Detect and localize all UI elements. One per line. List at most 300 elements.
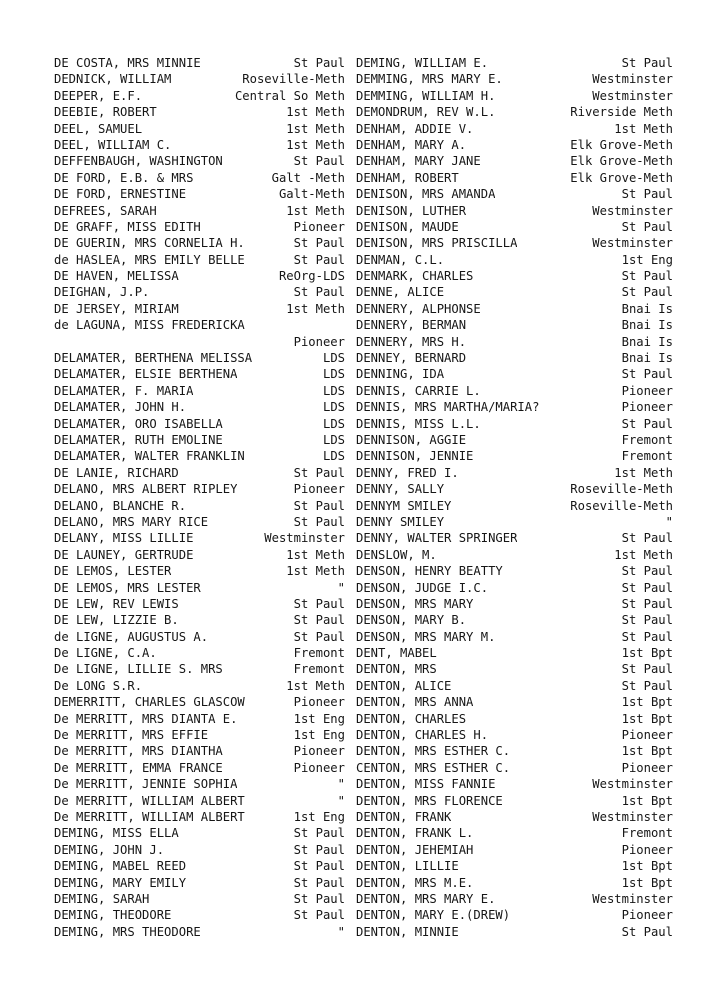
- entry-church: Roseville-Meth: [242, 72, 345, 87]
- entry-church: St Paul: [293, 908, 345, 923]
- left-entry: [54, 825, 345, 841]
- right-entry: [356, 88, 673, 104]
- entry-church: St Paul: [621, 613, 673, 628]
- right-entry: [356, 711, 673, 727]
- entry-name: de LIGNE, AUGUSTUS A.: [54, 629, 209, 644]
- entry-church: ": [337, 777, 345, 792]
- entry-name: DEFFENBAUGH, WASHINGTON: [54, 154, 223, 169]
- right-entry: [356, 596, 673, 612]
- right-entry: [356, 186, 673, 202]
- entry-name: DENTON, ALICE: [356, 678, 452, 693]
- entry-name: DENTON, MRS ANNA: [356, 695, 474, 710]
- right-entry: [356, 383, 673, 399]
- entry-church: St Paul: [621, 678, 673, 693]
- right-entry: [356, 366, 673, 382]
- right-entry: [356, 137, 673, 153]
- entry-name: DENTON, MARY E.(DREW): [356, 908, 511, 923]
- entry-church: 1st Eng: [293, 728, 345, 743]
- entry-name: DENNERY, ALPHONSE: [356, 301, 481, 316]
- right-entry: [356, 776, 673, 792]
- right-entry: [356, 678, 673, 694]
- entry-name: DELANO, BLANCHE R.: [54, 498, 187, 513]
- entry-name: De LIGNE, C.A.: [54, 646, 157, 661]
- entry-church: 1st Meth: [614, 465, 673, 480]
- entry-name: DEEPER, E.F.: [54, 88, 143, 103]
- entry-church: St Paul: [293, 236, 345, 251]
- right-entry: [356, 645, 673, 661]
- right-entry: [356, 432, 673, 448]
- right-entry: [356, 580, 673, 596]
- entry-name: De LIGNE, LILLIE S. MRS: [54, 662, 223, 677]
- right-entry: [356, 907, 673, 923]
- entry-name: DE COSTA, MRS MINNIE: [54, 56, 201, 70]
- entry-church: Pioneer: [293, 744, 345, 759]
- left-entry: [54, 743, 345, 759]
- entry-name: DELANY, MISS LILLIE: [54, 531, 194, 546]
- entry-church: St Paul: [621, 219, 673, 234]
- entry-name: de LAGUNA, MISS FREDERICKA: [54, 318, 245, 333]
- left-entry: [54, 727, 345, 743]
- entry-church: St Paul: [621, 416, 673, 431]
- entry-name: De MERRITT, EMMA FRANCE: [54, 760, 223, 775]
- right-entry: [356, 891, 673, 907]
- entry-church: St Paul: [293, 826, 345, 841]
- right-entry: [356, 547, 673, 563]
- right-entry: [356, 235, 673, 251]
- right-entry: [356, 284, 673, 300]
- right-entry: [356, 530, 673, 546]
- entry-church: St Paul: [293, 596, 345, 611]
- left-entry: [54, 776, 345, 792]
- right-entry: [356, 465, 673, 481]
- entry-church: Pioneer: [293, 334, 345, 349]
- right-entry: [356, 350, 673, 366]
- entry-church: St Paul: [293, 613, 345, 628]
- entry-name: DENTON, MRS M.E.: [356, 875, 474, 890]
- right-entry: [356, 743, 673, 759]
- entry-church: 1st Meth: [286, 203, 345, 218]
- entry-church: Westminster: [592, 891, 673, 906]
- entry-church: St Paul: [621, 367, 673, 382]
- entry-church: 1st Meth: [286, 137, 345, 152]
- left-entry: [54, 596, 345, 612]
- entry-name: DEFREES, SARAH: [54, 203, 157, 218]
- entry-name: DEDNICK, WILLIAM: [54, 72, 172, 87]
- left-entry: [54, 793, 345, 809]
- left-entry: [54, 612, 345, 628]
- entry-church: LDS: [322, 416, 345, 431]
- entry-name: DENNERY, MRS H.: [356, 334, 467, 349]
- left-entry: [54, 235, 345, 251]
- entry-church: 1st Bpt: [621, 646, 673, 661]
- entry-church: St Paul: [621, 285, 673, 300]
- entry-name: DENNY, FRED I.: [356, 465, 459, 480]
- right-entry: [356, 481, 673, 497]
- entry-name: DENTON, JEHEMIAH: [356, 842, 474, 857]
- entry-church: St Paul: [621, 596, 673, 611]
- entry-name: DENTON, FRANK: [356, 809, 452, 824]
- right-entry: [356, 203, 673, 219]
- entry-name: DENNISON, JENNIE: [356, 449, 474, 464]
- entry-church: Roseville-Meth: [570, 498, 673, 513]
- right-entry: [356, 448, 673, 464]
- right-entry: [356, 252, 673, 268]
- entry-church: Galt -Meth: [271, 170, 345, 185]
- left-entry: [54, 350, 345, 366]
- entry-name: DENNIS, MRS MARTHA/MARIA?: [356, 400, 540, 415]
- entry-church: Bnai Is: [621, 334, 673, 349]
- left-entry: [54, 481, 345, 497]
- right-entry: [356, 55, 673, 71]
- entry-name: DENHAM, MARY A.: [356, 137, 467, 152]
- entry-church: Fremont: [621, 449, 673, 464]
- left-entry: [54, 399, 345, 415]
- entry-name: De MERRITT, MRS DIANTA E.: [54, 711, 238, 726]
- entry-church: Pioneer: [293, 695, 345, 710]
- entry-church: Pioneer: [621, 760, 673, 775]
- entry-church: ": [337, 924, 345, 939]
- entry-church: 1st Eng: [293, 809, 345, 824]
- left-entry: [54, 498, 345, 514]
- entry-name: DEMONDRUM, REV W.L.: [356, 105, 496, 120]
- right-entry: [356, 793, 673, 809]
- left-entry: [54, 842, 345, 858]
- entry-name: DELAMATER, BERTHENA MELISSA: [54, 351, 253, 366]
- entry-church: Westminster: [592, 809, 673, 824]
- left-entry: [54, 858, 345, 874]
- right-entry: [356, 875, 673, 891]
- entry-name: DELAMATER, JOHN H.: [54, 400, 187, 415]
- entry-name: De MERRITT, MRS DIANTHA: [54, 744, 223, 759]
- left-entry: [54, 186, 345, 202]
- entry-church: 1st Meth: [286, 564, 345, 579]
- entry-church: 1st Bpt: [621, 711, 673, 726]
- entry-name: de HASLEA, MRS EMILY BELLE: [54, 252, 245, 267]
- entry-church: Fremont: [293, 646, 345, 661]
- entry-church: Westminster: [264, 531, 345, 546]
- right-entry: [356, 399, 673, 415]
- right-entry: [356, 317, 673, 333]
- entry-name: DEMING, WILLIAM E.: [356, 56, 489, 70]
- entry-name: DENTON, CHARLES H.: [356, 728, 489, 743]
- entry-church: Westminster: [592, 236, 673, 251]
- entry-name: DE FORD, ERNESTINE: [54, 187, 187, 202]
- left-entry: [54, 383, 345, 399]
- entry-church: 1st Bpt: [621, 875, 673, 890]
- entry-name: DENNIS, MISS L.L.: [356, 416, 481, 431]
- entry-name: De MERRITT, WILLIAM ALBERT: [54, 809, 245, 824]
- entry-name: DENSON, MARY B.: [356, 613, 467, 628]
- entry-name: DENNERY, BERMAN: [356, 318, 467, 333]
- entry-name: DENNY, WALTER SPRINGER: [356, 531, 518, 546]
- right-entry: [356, 153, 673, 169]
- entry-name: DE GRAFF, MISS EDITH: [54, 219, 201, 234]
- right-entry: [356, 514, 673, 530]
- entry-name: DENHAM, MARY JANE: [356, 154, 481, 169]
- entry-church: Fremont: [621, 826, 673, 841]
- entry-church: St Paul: [621, 580, 673, 595]
- entry-name: DEMING, MABEL REED: [54, 859, 187, 874]
- left-entry: [54, 416, 345, 432]
- entry-church: Pioneer: [621, 728, 673, 743]
- left-entry: [54, 924, 345, 940]
- entry-church: Fremont: [621, 432, 673, 447]
- right-entry: [356, 694, 673, 710]
- entry-name: DENNY SMILEY: [356, 514, 445, 529]
- entry-name: De MERRITT, JENNIE SOPHIA: [54, 777, 238, 792]
- entry-church: St Paul: [621, 924, 673, 939]
- entry-name: DE GUERIN, MRS CORNELIA H.: [54, 236, 245, 251]
- entry-church: ReOrg-LDS: [278, 269, 345, 284]
- left-entry: [54, 875, 345, 891]
- left-column: [54, 55, 345, 940]
- entry-name: DENTON, MINNIE: [356, 924, 459, 939]
- left-entry: [54, 694, 345, 710]
- entry-church: Westminster: [592, 72, 673, 87]
- right-entry: [356, 301, 673, 317]
- entry-church: LDS: [322, 351, 345, 366]
- left-entry: [54, 268, 345, 284]
- entry-name: DELAMATER, WALTER FRANKLIN: [54, 449, 245, 464]
- entry-church: Bnai Is: [621, 351, 673, 366]
- right-entry: [356, 268, 673, 284]
- entry-church: Pioneer: [621, 400, 673, 415]
- entry-church: Pioneer: [621, 383, 673, 398]
- right-entry: [356, 858, 673, 874]
- entry-name: DENISON, MRS PRISCILLA: [356, 236, 518, 251]
- entry-church: Westminster: [592, 203, 673, 218]
- left-entry: [54, 71, 345, 87]
- right-entry: [356, 825, 673, 841]
- entry-name: DENNYM SMILEY: [356, 498, 452, 513]
- entry-church: St Paul: [293, 629, 345, 644]
- entry-church: St Paul: [621, 187, 673, 202]
- entry-name: DENTON, MRS ESTHER C.: [356, 744, 511, 759]
- entry-church: St Paul: [293, 875, 345, 890]
- entry-church: 1st Bpt: [621, 859, 673, 874]
- entry-church: St Paul: [621, 629, 673, 644]
- entry-name: DELAMATER, ORO ISABELLA: [54, 416, 223, 431]
- entry-church: Westminster: [592, 88, 673, 103]
- left-entry: [54, 219, 345, 235]
- entry-name: DENNING, IDA: [356, 367, 445, 382]
- left-entry: [54, 55, 345, 71]
- left-entry: [54, 252, 345, 268]
- entry-name: DENNY, SALLY: [356, 482, 445, 497]
- right-entry: [356, 121, 673, 137]
- entry-name: DE JERSEY, MIRIAM: [54, 301, 179, 316]
- entry-name: DEMING, MRS THEODORE: [54, 924, 201, 939]
- entry-name: DENTON, MISS FANNIE: [356, 777, 496, 792]
- entry-church: St Paul: [293, 465, 345, 480]
- entry-church: 1st Eng: [293, 711, 345, 726]
- left-entry: [54, 711, 345, 727]
- left-entry: [54, 301, 345, 317]
- entry-church: LDS: [322, 383, 345, 398]
- entry-church: St Paul: [621, 662, 673, 677]
- entry-church: 1st Eng: [621, 252, 673, 267]
- left-entry: [54, 104, 345, 120]
- entry-name: DENHAM, ROBERT: [356, 170, 459, 185]
- entry-church: 1st Meth: [286, 105, 345, 120]
- entry-church: St Paul: [293, 842, 345, 857]
- left-entry: [54, 809, 345, 825]
- entry-church: Pioneer: [293, 482, 345, 497]
- entry-name: DENTON, LILLIE: [356, 859, 459, 874]
- entry-church: 1st Bpt: [621, 744, 673, 759]
- left-entry: [54, 563, 345, 579]
- entry-name: DENT, MABEL: [356, 646, 437, 661]
- left-entry: [54, 170, 345, 186]
- entry-name: De LONG S.R.: [54, 678, 143, 693]
- right-entry: [356, 760, 673, 776]
- entry-name: DENNEY, BERNARD: [356, 351, 467, 366]
- left-entry: [54, 645, 345, 661]
- entry-church: Bnai Is: [621, 301, 673, 316]
- entry-name: DENTON, MRS: [356, 662, 437, 677]
- entry-church: 1st Bpt: [621, 695, 673, 710]
- right-entry: [356, 334, 673, 350]
- right-entry: [356, 498, 673, 514]
- entry-church: St Paul: [621, 564, 673, 579]
- right-entry: [356, 612, 673, 628]
- entry-church: Fremont: [293, 662, 345, 677]
- entry-name: DENISON, MAUDE: [356, 219, 459, 234]
- entry-name: CENTON, MRS ESTHER C.: [356, 760, 511, 775]
- entry-church: Roseville-Meth: [570, 482, 673, 497]
- entry-name: DE LEW, LIZZIE B.: [54, 613, 179, 628]
- entry-name: DEMMING, MRS MARY E.: [356, 72, 503, 87]
- entry-church: 1st Meth: [614, 547, 673, 562]
- entry-name: DEMING, SARAH: [54, 891, 150, 906]
- entry-name: DE HAVEN, MELISSA: [54, 269, 179, 284]
- entry-church: St Paul: [293, 859, 345, 874]
- entry-name: DELAMATER, ELSIE BERTHENA: [54, 367, 238, 382]
- right-entry: [356, 170, 673, 186]
- right-entry: [356, 924, 673, 940]
- entry-church: 1st Meth: [614, 121, 673, 136]
- left-entry: [54, 530, 345, 546]
- entry-name: DENTON, CHARLES: [356, 711, 467, 726]
- right-entry: [356, 629, 673, 645]
- entry-name: DE LANIE, RICHARD: [54, 465, 179, 480]
- left-entry: [54, 465, 345, 481]
- entry-name: DE LEMOS, LESTER: [54, 564, 172, 579]
- entry-church: LDS: [322, 400, 345, 415]
- left-entry: [54, 661, 345, 677]
- right-entry: [356, 563, 673, 579]
- entry-church: Pioneer: [621, 908, 673, 923]
- left-entry: [54, 88, 345, 104]
- entry-name: DELANO, MRS ALBERT RIPLEY: [54, 482, 238, 497]
- entry-name: DELANO, MRS MARY RICE: [54, 514, 209, 529]
- entry-name: DENSLOW, M.: [356, 547, 437, 562]
- entry-name: DEMMING, WILLIAM H.: [356, 88, 496, 103]
- entry-name: DEEL, WILLIAM C.: [54, 137, 172, 152]
- entry-name: DELAMATER, RUTH EMOLINE: [54, 432, 223, 447]
- entry-church: St Paul: [293, 285, 345, 300]
- entry-church: 1st Bpt: [621, 793, 673, 808]
- left-entry: [54, 366, 345, 382]
- entry-church: St Paul: [293, 56, 345, 70]
- entry-name: DE FORD, E.B. & MRS: [54, 170, 194, 185]
- left-entry: [54, 514, 345, 530]
- entry-name: DE LEW, REV LEWIS: [54, 596, 179, 611]
- entry-church: Elk Grove-Meth: [570, 170, 673, 185]
- entry-church: ": [665, 514, 673, 529]
- entry-church: LDS: [322, 367, 345, 382]
- left-entry: [54, 334, 345, 350]
- entry-name: DEMERRITT, CHARLES GLASCOW: [54, 695, 245, 710]
- right-entry: [356, 842, 673, 858]
- entry-name: DEMING, MISS ELLA: [54, 826, 179, 841]
- entry-church: LDS: [322, 432, 345, 447]
- entry-church: St Paul: [621, 56, 673, 70]
- entry-name: DENTON, FRANK L.: [356, 826, 474, 841]
- entry-church: St Paul: [621, 531, 673, 546]
- entry-name: DENSON, MRS MARY M.: [356, 629, 496, 644]
- entry-name: DE LAUNEY, GERTRUDE: [54, 547, 194, 562]
- entry-name: DEEL, SAMUEL: [54, 121, 143, 136]
- entry-church: St Paul: [293, 498, 345, 513]
- entry-church: 1st Meth: [286, 301, 345, 316]
- left-entry: [54, 907, 345, 923]
- entry-church: Riverside Meth: [570, 105, 673, 120]
- right-entry: [356, 71, 673, 87]
- left-entry: [54, 891, 345, 907]
- left-entry: [54, 203, 345, 219]
- entry-church: ": [337, 580, 345, 595]
- entry-church: St Paul: [293, 252, 345, 267]
- entry-name: DEMING, MARY EMILY: [54, 875, 187, 890]
- entry-church: St Paul: [621, 269, 673, 284]
- entry-name: De MERRITT, WILLIAM ALBERT: [54, 793, 245, 808]
- entry-name: DENISON, MRS AMANDA: [356, 187, 496, 202]
- entry-name: DE LEMOS, MRS LESTER: [54, 580, 201, 595]
- entry-name: DEMING, JOHN J.: [54, 842, 165, 857]
- entry-church: Pioneer: [621, 842, 673, 857]
- entry-name: DEEBIE, ROBERT: [54, 105, 157, 120]
- right-entry: [356, 727, 673, 743]
- entry-church: Galt-Meth: [278, 187, 345, 202]
- entry-name: DENNE, ALICE: [356, 285, 445, 300]
- right-entry: [356, 104, 673, 120]
- left-entry: [54, 137, 345, 153]
- entry-church: Pioneer: [293, 219, 345, 234]
- entry-name: DENNIS, CARRIE L.: [356, 383, 481, 398]
- entry-church: Elk Grove-Meth: [570, 137, 673, 152]
- left-entry: [54, 284, 345, 300]
- right-entry: [356, 809, 673, 825]
- entry-church: Bnai Is: [621, 318, 673, 333]
- entry-church: St Paul: [293, 154, 345, 169]
- left-entry: [54, 448, 345, 464]
- entry-name: DENSON, JUDGE I.C.: [356, 580, 489, 595]
- entry-name: DENHAM, ADDIE V.: [356, 121, 474, 136]
- entry-name: DENSON, MRS MARY: [356, 596, 474, 611]
- right-entry: [356, 416, 673, 432]
- left-entry: [54, 629, 345, 645]
- left-entry: [54, 678, 345, 694]
- left-entry: [54, 121, 345, 137]
- entry-name: DENSON, HENRY BEATTY: [356, 564, 503, 579]
- entry-name: DENTON, MRS MARY E.: [356, 891, 496, 906]
- entry-name: DENISON, LUTHER: [356, 203, 467, 218]
- entry-church: 1st Meth: [286, 678, 345, 693]
- right-entry: [356, 661, 673, 677]
- left-entry: [54, 547, 345, 563]
- left-entry: [54, 432, 345, 448]
